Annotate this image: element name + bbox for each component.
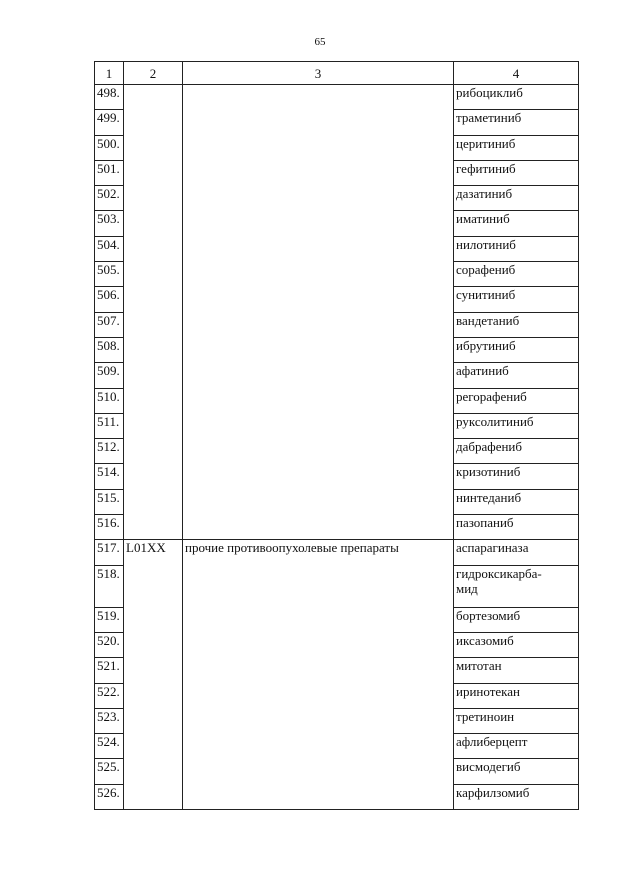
drug-name: гефитиниб (454, 160, 579, 185)
header-col-1: 1 (95, 62, 124, 85)
row-number: 510. (95, 388, 124, 413)
table-body-group-a (95, 85, 579, 540)
drug-name: карфилзомиб (454, 784, 579, 809)
drug-name: иматиниб (454, 211, 579, 236)
row-number: 524. (95, 734, 124, 759)
row-number: 502. (95, 186, 124, 211)
drug-name: иринотекан (454, 683, 579, 708)
atc-code-cell: L01XX (124, 540, 183, 810)
drug-name: регорафениб (454, 388, 579, 413)
header-col-4: 4 (454, 62, 579, 85)
row-number: 526. (95, 784, 124, 809)
drug-name: бортезомиб (454, 607, 579, 632)
row-number: 519. (95, 607, 124, 632)
group-name-cell (183, 85, 454, 540)
drug-name: иксазомиб (454, 632, 579, 657)
row-number: 503. (95, 211, 124, 236)
drug-name: пазопаниб (454, 515, 579, 540)
row-number: 525. (95, 759, 124, 784)
drug-name: рибоциклиб (454, 85, 579, 110)
group-name-cell: прочие противоопухолевые препараты (183, 540, 454, 810)
drug-name: кризотиниб (454, 464, 579, 489)
row-number: 515. (95, 489, 124, 514)
drug-name: третиноин (454, 708, 579, 733)
row-number: 501. (95, 160, 124, 185)
drug-table (94, 61, 579, 810)
row-number: 520. (95, 632, 124, 657)
row-number: 517. (95, 540, 124, 565)
row-number: 522. (95, 683, 124, 708)
row-number: 516. (95, 515, 124, 540)
row-number: 505. (95, 262, 124, 287)
drug-name: ибрутиниб (454, 337, 579, 362)
drug-name: руксолитиниб (454, 413, 579, 438)
drug-name: висмодегиб (454, 759, 579, 784)
row-number: 500. (95, 135, 124, 160)
drug-name: нилотиниб (454, 236, 579, 261)
row-number: 498. (95, 85, 124, 110)
drug-name: афлиберцепт (454, 734, 579, 759)
drug-name: митотан (454, 658, 579, 683)
row-number: 514. (95, 464, 124, 489)
row-number: 499. (95, 110, 124, 135)
header-col-3: 3 (183, 62, 454, 85)
drug-name: аспарагиназа (454, 540, 579, 565)
table-row (95, 85, 579, 110)
drug-name: траметиниб (454, 110, 579, 135)
drug-name: вандетаниб (454, 312, 579, 337)
row-number: 523. (95, 708, 124, 733)
row-number: 506. (95, 287, 124, 312)
row-number: 518. (95, 565, 124, 607)
row-number: 504. (95, 236, 124, 261)
drug-name: сунитиниб (454, 287, 579, 312)
row-number: 512. (95, 439, 124, 464)
drug-name: гидроксикарба- мид (454, 565, 579, 607)
row-number: 509. (95, 363, 124, 388)
drug-name: сорафениб (454, 262, 579, 287)
drug-name: дазатиниб (454, 186, 579, 211)
table-row (95, 540, 579, 565)
drug-name: нинтеданиб (454, 489, 579, 514)
drug-name: афатиниб (454, 363, 579, 388)
header-col-2: 2 (124, 62, 183, 85)
table-body-group-b (95, 540, 579, 810)
row-number: 507. (95, 312, 124, 337)
row-number: 508. (95, 337, 124, 362)
drug-name: дабрафениб (454, 439, 579, 464)
row-number: 511. (95, 413, 124, 438)
row-number: 521. (95, 658, 124, 683)
atc-code-cell (124, 85, 183, 540)
drug-name: церитиниб (454, 135, 579, 160)
table-header (95, 62, 579, 85)
page-number: 65 (314, 36, 326, 48)
